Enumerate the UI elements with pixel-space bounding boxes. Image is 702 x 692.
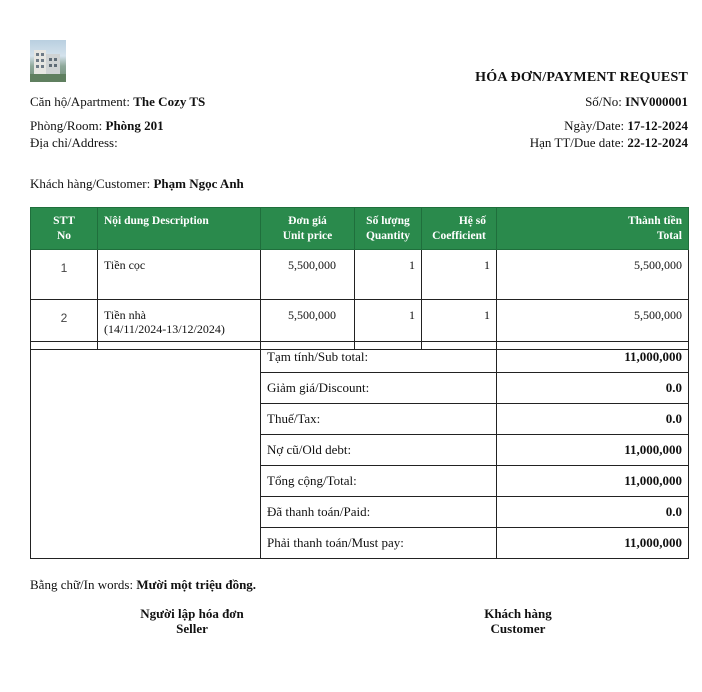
- room-label: Phòng/Room:: [30, 118, 103, 133]
- totals-table: [30, 341, 689, 559]
- invoice-number-value: INV000001: [625, 94, 688, 109]
- total-value: 11,000,000: [497, 466, 689, 497]
- due-date-value: 22-12-2024: [627, 135, 688, 150]
- row-quantity: 1: [355, 300, 422, 350]
- due-date-label: Hạn TT/Due date:: [529, 135, 625, 150]
- paid-value: 0.0: [497, 497, 689, 528]
- table-header-row: [31, 208, 689, 250]
- old-debt-value: 11,000,000: [497, 435, 689, 466]
- date-line: [564, 118, 688, 134]
- customer-title-vi: Khách hàng: [484, 606, 552, 621]
- row-unit-price: 5,500,000: [261, 250, 355, 300]
- invoice-title: HÓA ĐƠN/PAYMENT REQUEST: [475, 70, 688, 85]
- invoice-items-table: [30, 207, 689, 350]
- customer-line: [30, 176, 244, 192]
- customer-title-en: Customer: [490, 621, 546, 636]
- date-label: Ngày/Date:: [564, 118, 625, 133]
- customer-label: Khách hàng/Customer:: [30, 176, 151, 191]
- totals-blank-cell: [31, 342, 261, 559]
- tax-value: 0.0: [497, 404, 689, 435]
- company-logo: [30, 40, 66, 82]
- seller-title-vi: Người lập hóa đơn: [140, 606, 244, 621]
- row-description: Tiền nhà (14/11/2024-13/12/2024): [98, 300, 261, 350]
- seller-title-en: Seller: [176, 621, 208, 636]
- room-value: Phòng 201: [105, 118, 164, 133]
- col-quantity: Số lượng Quantity: [355, 208, 422, 250]
- in-words-value: Mười một triệu đồng.: [136, 577, 257, 592]
- row-unit-price: 5,500,000: [261, 300, 355, 350]
- address-label: Địa chỉ/Address:: [30, 135, 118, 150]
- col-stt: STT No: [31, 208, 98, 250]
- must-pay-value: 11,000,000: [497, 528, 689, 559]
- row-quantity: 1: [355, 250, 422, 300]
- must-pay-label: Phải thanh toán/Must pay:: [261, 528, 497, 559]
- apartment-value: The Cozy TS: [133, 94, 206, 109]
- apartment-line: [30, 94, 205, 110]
- col-description: Nội dung Description: [98, 208, 261, 250]
- subtotal-label: Tạm tính/Sub total:: [261, 342, 497, 373]
- customer-value: Phạm Ngọc Anh: [153, 176, 244, 191]
- row-amount: 5,500,000: [497, 300, 689, 350]
- row-coefficient: 1: [422, 300, 497, 350]
- room-line: [30, 118, 164, 134]
- col-coefficient: Hệ số Coefficient: [422, 208, 497, 250]
- subtotal-value: 11,000,000: [497, 342, 689, 373]
- customer-signature-block: [458, 606, 578, 636]
- row-amount: 5,500,000: [497, 250, 689, 300]
- totals-row-subtotal: [31, 342, 689, 373]
- amount-in-words: [30, 577, 256, 593]
- col-unit-price: Đơn giá Unit price: [261, 208, 355, 250]
- discount-value: 0.0: [497, 373, 689, 404]
- row-coefficient: 1: [422, 250, 497, 300]
- old-debt-label: Nợ cũ/Old debt:: [261, 435, 497, 466]
- discount-label: Giảm giá/Discount:: [261, 373, 497, 404]
- row-no: 2: [31, 300, 98, 350]
- invoice-number-label: Số/No:: [585, 94, 622, 109]
- date-value: 17-12-2024: [627, 118, 688, 133]
- row-no: 1: [31, 250, 98, 300]
- row-description: Tiền cọc: [98, 250, 261, 300]
- invoice-number-line: [585, 94, 688, 110]
- paid-label: Đã thanh toán/Paid:: [261, 497, 497, 528]
- total-label: Tổng cộng/Total:: [261, 466, 497, 497]
- table-row: [31, 250, 689, 300]
- tax-label: Thuế/Tax:: [261, 404, 497, 435]
- col-total: Thành tiền Total: [497, 208, 689, 250]
- apartment-label: Căn hộ/Apartment:: [30, 94, 131, 109]
- address-line: [30, 135, 118, 151]
- seller-signature-block: [122, 606, 262, 636]
- due-date-line: [530, 135, 688, 151]
- in-words-label: Bằng chữ/In words:: [30, 577, 134, 592]
